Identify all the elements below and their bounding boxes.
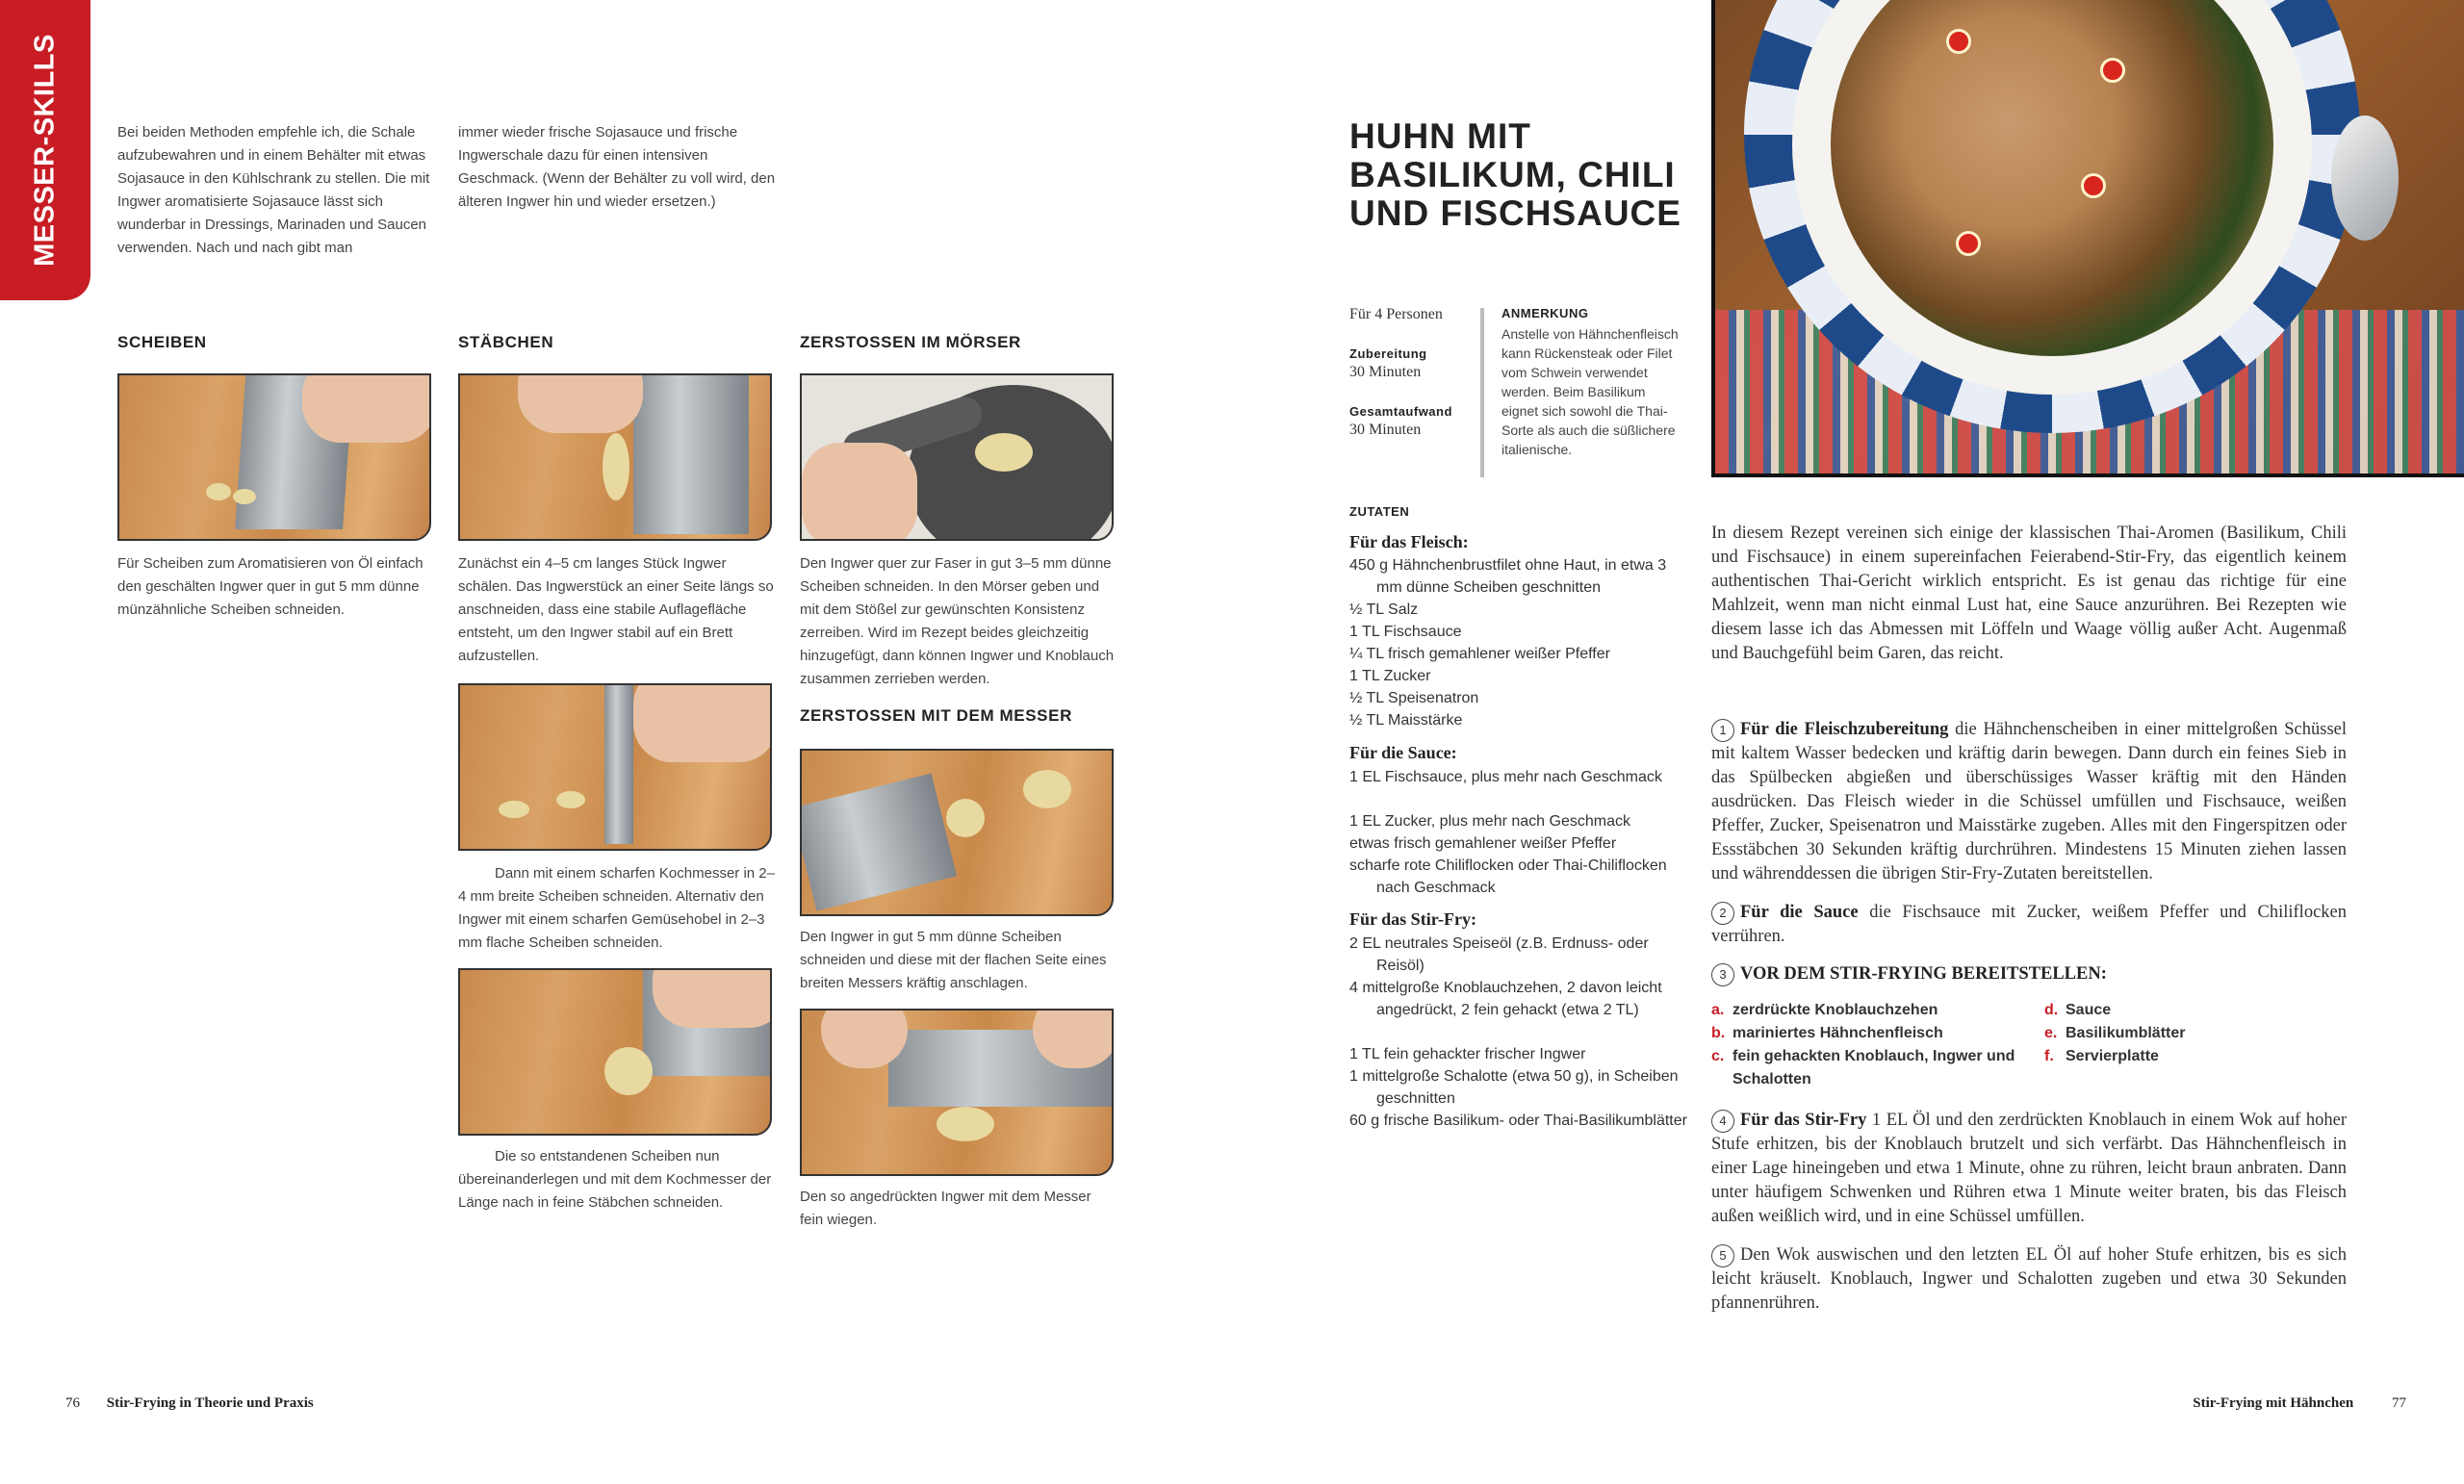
step-3 (1711, 962, 2347, 986)
ingredient-item: 1 EL Fischsauce, plus mehr nach Geschmack (1349, 769, 1662, 785)
ingredient-group-title: Für die Sauce: (1349, 743, 1457, 762)
step-2 (1711, 901, 2347, 949)
caption-messer-2: Den so angedrückten Ingwer mit dem Messer fein wiegen. (800, 1189, 1091, 1228)
knife-shape (633, 373, 749, 534)
caption-messer-1: Den Ingwer in gut 5 mm dünne Scheiben schneiden und diese mit der flachen Seite eines breiten Messers kräftig anschlagen. (800, 929, 1107, 991)
ginger-slice (499, 801, 529, 818)
page-number-left: 76 (65, 1395, 80, 1411)
ingredient-item: ¼ TL frisch gemahlener weißer Pfeffer (1349, 646, 1610, 662)
ginger-slice (233, 489, 256, 504)
hand-shape (653, 968, 772, 1028)
footer-right (2175, 1395, 2406, 1412)
prep-list-item: e. Basilikumblätter (2044, 1025, 2186, 1041)
running-title-right: Stir-Frying mit Hähnchen (2193, 1395, 2354, 1411)
step-text: die Hähnchenscheiben in einer mittelgroßen Schüssel mit kaltem Wasser bedecken und kräftig darin bewegen. Dann durch ein feines Sieb in das Spülbecken abgießen und überschüssiges Wasser kräftig mit den Händen ausdrücken. Das Fleisch wieder in die Schüssel umfüllen und Fischsauce, weißen Pfeffer, Zucker, Speisenatron und Maisstärke zugeben. Alles mit den Fingerspitzen oder Essstäbchen 30 Sekunden kräftig durchrühren. Mindestens 15 Minuten ziehen lassen und währenddessen die übrigen Stir-Fry-Zutaten bereitstellen. (1711, 720, 2347, 883)
step-title: Für das Stir-Fry (1740, 1111, 1867, 1130)
prep-list-item: f. Servierplatte (2044, 1048, 2159, 1064)
chili-slice (2081, 173, 2106, 198)
step-4 (1711, 1109, 2347, 1229)
ingredient-item: 2 EL neutrales Speiseöl (z.B. Erdnuss- oder Reisöl) (1349, 935, 1649, 974)
total-value: 30 Minuten (1349, 422, 1422, 438)
spoon-shape (2331, 115, 2399, 241)
chili-slice (1946, 29, 1971, 54)
ginger-minced (937, 1107, 994, 1141)
intro-paragraph-1: Bei beiden Methoden empfehle ich, die Schale aufzubewahren und in einem Behälter mit etwas Sojasauce in den Kühlschrank zu stellen. Die mit Ingwer aromatisierte Sojasauce lässt sich wunderbar in Dressings, Marinaden und Saucen verwenden. Nach und nach gibt man (117, 124, 430, 256)
step-5 (1711, 1243, 2347, 1316)
recipe-intro: In diesem Rezept vereinen sich einige der klassischen Thai-Aromen (Basilikum, Chili und Fischsauce) in einem supereinfachen Feierabend-Stir-Fry, das eigentlich keinem authentischen Thai-Gericht wirklich entspricht. Es ist genau das richtige für eine Mahlzeit, wenn man nicht einmal Lust hat, eine Sauce anzurühren. Bei Rezepten wie diesem lasse ich das Abmessen mit Löffeln und Waage völlig außer Acht. Augenmaß und Bauchgefühl beim Garen, das reicht. (1711, 524, 2347, 663)
ginger-pile (1023, 770, 1071, 808)
ingredient-item: ½ TL Maisstärke (1349, 712, 1463, 729)
chili-slice (2100, 58, 2125, 83)
photo-messer-1 (800, 749, 1114, 916)
caption-moerser: Den Ingwer quer zur Faser in gut 3–5 mm dünne Scheiben schneiden. In den Mörser geben und mit dem Stößel zur gewünschten Konsistenz zerreiben. Wird im Rezept beides gleichzeitig hinzugefügt, dann können Ingwer und Knoblauch zusammen zerrieben werden. (800, 555, 1115, 687)
note-label: ANMERKUNG (1502, 306, 1589, 320)
ingredient-item: 1 mittelgroße Schalotte (etwa 50 g), in Scheiben geschnitten (1349, 1068, 1679, 1107)
hand-shape (633, 683, 772, 762)
ginger-slice (556, 791, 585, 808)
photo-messer-2 (800, 1009, 1114, 1176)
intro-paragraph-2: immer wieder frische Sojasauce und frische Ingwerschale dazu für einen intensiven Geschmack. (Wenn der Behälter zu voll wird, den älteren Ingwer hin und wieder ersetzen.) (458, 124, 776, 210)
ingredient-item: 4 mittelgroße Knoblauchzehen, 2 davon leicht angedrückt, 2 fein gehackt (etwa 2 TL) (1349, 980, 1662, 1018)
step-text: Den Wok auswischen und den letzten EL Öl auf hoher Stufe erhitzen, bis es sich leicht kräuselt. Knoblauch, Ingwer und Schalotten zugeben und etwa 30 Sekunden pfannenrühren. (1711, 1245, 2347, 1313)
prep-list-item: d. Sauce (2044, 1002, 2112, 1018)
ginger-pile (946, 799, 985, 837)
chili-slice (1956, 231, 1981, 256)
photo-staebchen-2 (458, 683, 772, 851)
ginger-paste (975, 433, 1033, 472)
ingredient-item: 1 TL Zucker (1349, 668, 1431, 684)
ingredient-item: ½ TL Speisenatron (1349, 690, 1479, 706)
photo-staebchen-1 (458, 373, 772, 541)
section-tab (0, 0, 90, 300)
ingredient-item: 1 TL fein gehackter frischer Ingwer (1349, 1046, 1586, 1062)
prep-list-item: c. fein gehackten Knoblauch, Ingwer und Schalotten (1711, 1048, 2015, 1087)
ingredient-item: 1 EL Zucker, plus mehr nach Geschmack (1349, 813, 1630, 830)
caption-staebchen-3: Die so entstandenen Scheiben nun übereinanderlegen und mit dem Kochmesser der Länge nach in feine Stäbchen schneiden. (458, 1148, 772, 1211)
ingredient-item: etwas frisch gemahlener weißer Pfeffer (1349, 835, 1617, 852)
photo-moerser (800, 373, 1114, 541)
prep-list-item: a. zerdrückte Knoblauchzehen (1711, 1002, 1938, 1018)
caption-staebchen-2: Dann mit einem scharfen Kochmesser in 2–4 mm breite Scheiben schneiden. Alternativ den Ingwer mit einem scharfen Gemüsehobel in 2–3 mm flache Scheiben schneiden. (458, 865, 775, 951)
recipe-photo (1711, 0, 2464, 477)
heading-moerser: ZERSTOSSEN IM MÖRSER (800, 333, 1021, 351)
ingredient-item: 450 g Hähnchenbrustfilet ohne Haut, in etwa 3 mm dünne Scheiben geschnitten (1349, 557, 1667, 596)
recipe-title: HUHN MIT BASILIKUM, CHILI UND FISCHSAUCE (1349, 116, 1681, 233)
ingredient-item: 1 TL Fischsauce (1349, 624, 1462, 640)
ginger-piece (603, 433, 629, 500)
caption-staebchen-1: Zunächst ein 4–5 cm langes Stück Ingwer schälen. Das Ingwerstück an einer Seite längs so anschneiden, dass eine stabile Auflagefläche entsteht, um den Ingwer stabil auf ein Brett aufzustellen. (458, 555, 774, 664)
prep-value: 30 Minuten (1349, 364, 1422, 380)
step-number: 3 (1711, 963, 1734, 986)
step-title: Für die Sauce (1740, 903, 1859, 922)
photo-staebchen-3 (458, 968, 772, 1136)
ginger-sticks (604, 1047, 653, 1095)
running-title-left: Stir-Frying in Theorie und Praxis (106, 1395, 314, 1411)
ingredient-group-title: Für das Stir-Fry: (1349, 909, 1476, 929)
heading-messer: ZERSTOSSEN MIT DEM MESSER (800, 706, 1072, 725)
step-text: 1 EL Öl und den zerdrückten Knoblauch in einem Wok auf hoher Stufe erhitzen, bis der Knoblauch brutzelt und sich verfärbt. Das Hähnchenfleisch in einer Lage hineingeben und etwa 1 Minute, ohne zu rühren, leicht braun anbraten. Dann unter häufigem Schwenken und Rühren etwa 1 Minute weiter braten, bis das Fleisch außen weißlich wird, und in eine Schüssel umfüllen. (1711, 1111, 2347, 1226)
page-number-right: 77 (2392, 1395, 2406, 1411)
servings: Für 4 Personen (1349, 306, 1443, 322)
ingredient-item: ½ TL Salz (1349, 601, 1419, 618)
prep-list-left (1711, 999, 2029, 1091)
step-text: die Fischsauce mit Zucker, weißem Pfeffer und Chiliflocken verrühren. (1711, 903, 2347, 946)
heading-staebchen: STÄBCHEN (458, 333, 554, 351)
step-number: 5 (1711, 1244, 1734, 1267)
prep-label: Zubereitung (1349, 346, 1427, 361)
caption-scheiben: Für Scheiben zum Aromatisieren von Öl einfach den geschälten Ingwer quer in gut 5 mm dünne münzähnliche Scheiben schneiden. (117, 555, 424, 618)
note-text: Anstelle von Hähnchenfleisch kann Rückensteak oder Filet vom Schwein verwendet werden. Beim Basilikum eignet sich sowohl die Thai-Sorte als auch die süßlichere italienische. (1502, 326, 1679, 457)
step-number: 2 (1711, 902, 1734, 925)
step-title: VOR DEM STIR-FRYING BEREITSTELLEN: (1740, 964, 2107, 984)
step-number: 1 (1711, 719, 1734, 742)
prep-list-right (2044, 999, 2275, 1068)
ingredient-item: scharfe rote Chiliflocken oder Thai-Chiliflocken nach Geschmack (1349, 857, 1667, 896)
footer-left (65, 1395, 314, 1412)
step-number: 4 (1711, 1110, 1734, 1133)
step-1 (1711, 718, 2347, 886)
heading-scheiben: SCHEIBEN (117, 333, 207, 351)
ingredients-label: ZUTATEN (1349, 504, 1410, 519)
prep-list-item: b. mariniertes Hähnchenfleisch (1711, 1025, 1943, 1041)
knife-shape (800, 773, 957, 910)
note-divider (1480, 308, 1484, 477)
ingredient-item: 60 g frische Basilikum- oder Thai-Basilikumblätter (1349, 1113, 1687, 1129)
hand-shape (802, 443, 917, 541)
section-tab-label: MESSER-SKILLS (29, 34, 61, 267)
photo-scheiben (117, 373, 431, 541)
hand-shape (518, 373, 643, 433)
ingredient-group-title: Für das Fleisch: (1349, 532, 1469, 551)
knife-shape (604, 683, 633, 844)
hand-shape (302, 373, 431, 443)
ginger-slice (206, 483, 231, 500)
total-label: Gesamtaufwand (1349, 404, 1452, 419)
step-title: Für die Fleischzubereitung (1740, 720, 1949, 739)
